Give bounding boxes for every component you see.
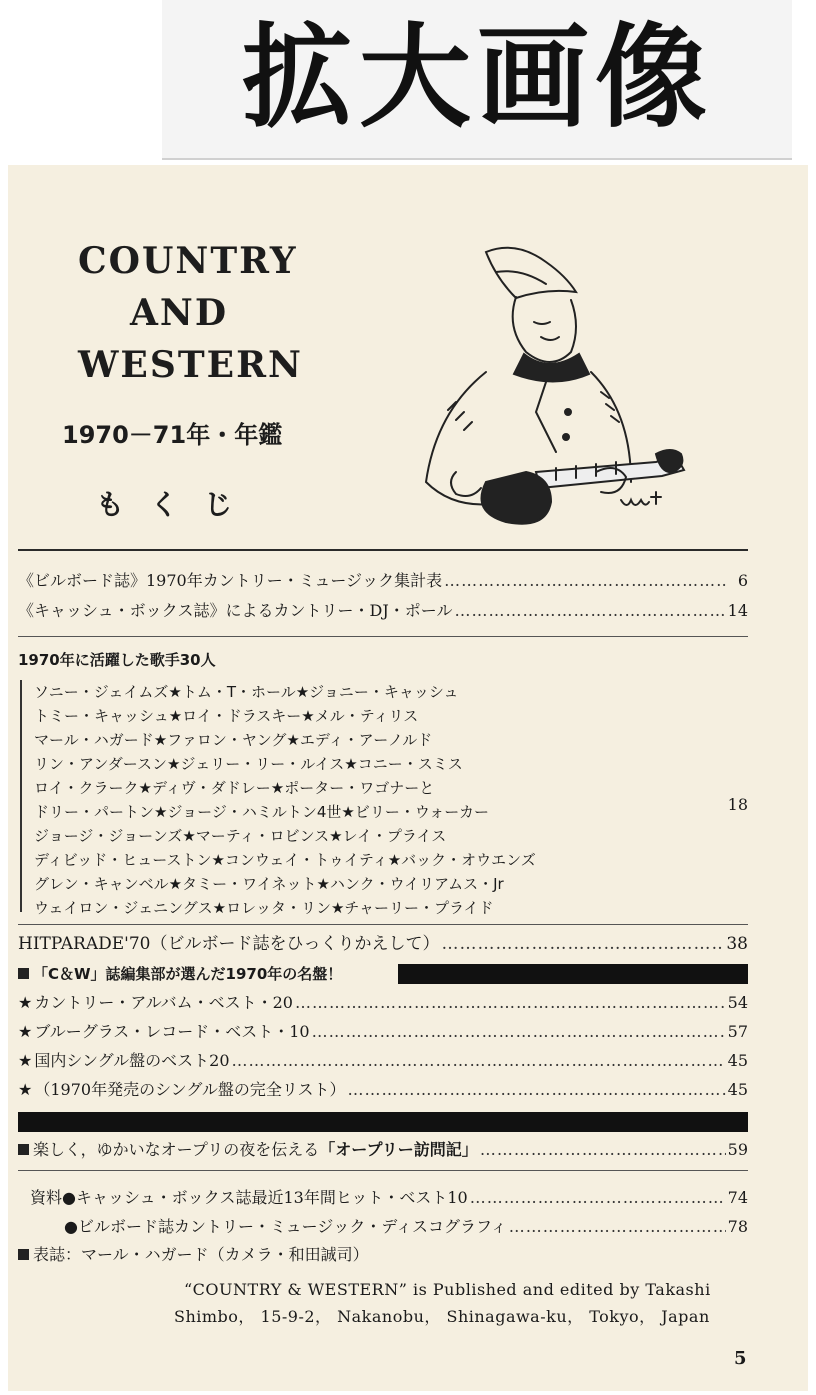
- toc-entry-domestic-singles[interactable]: [18, 1051, 748, 1071]
- banner: [162, 0, 792, 160]
- singer-line: マール・ハガード★ファロン・ヤング★エディ・アーノルド: [34, 731, 433, 749]
- yearbook-subtitle: 1970－71年・年鑑: [62, 421, 283, 449]
- page-number: 5: [734, 1348, 747, 1369]
- shiryo-label: 資料: [30, 1188, 63, 1207]
- toc-page: 74: [727, 1188, 748, 1207]
- leader-dots: [312, 1022, 726, 1042]
- toc-entry-billboard[interactable]: [18, 571, 748, 591]
- black-bar: [18, 1112, 748, 1132]
- toc-label: [18, 1022, 310, 1042]
- cw-heading-text: 「C＆W」誌編集部が選んだ1970年の名盤！: [33, 965, 343, 983]
- leader-dots: [480, 1140, 726, 1160]
- opry-title: 「オープリー訪問記」: [319, 1140, 478, 1159]
- toc-entry-hitparade[interactable]: [18, 934, 748, 954]
- singers-page-entry[interactable]: [560, 795, 748, 815]
- singer-line: トミー・キャッシュ★ロイ・ドラスキー★メル・ティリス: [34, 707, 419, 725]
- toc-label: [18, 993, 293, 1013]
- toc-page: 57: [727, 1022, 748, 1041]
- star-bullet-icon: ★: [18, 1080, 33, 1099]
- toc-entry-opry[interactable]: [18, 1140, 748, 1160]
- cover-credit-label: [18, 1245, 369, 1265]
- divider: [18, 1170, 748, 1171]
- toc-label-text: 国内シングル盤のベスト20: [34, 1051, 230, 1070]
- title-and: AND: [130, 292, 229, 334]
- divider: [18, 924, 748, 925]
- publisher-line-1: “COUNTRY & WESTERN” is Published and edited by Takashi: [184, 1280, 711, 1299]
- toc-label: [30, 1188, 468, 1208]
- contents-label: もくじ: [96, 488, 259, 521]
- toc-page: 59: [727, 1140, 748, 1159]
- toc-label-text: カントリー・アルバム・ベスト・20: [34, 993, 293, 1012]
- leader-dots: [509, 1217, 726, 1237]
- toc-page: 45: [727, 1080, 748, 1099]
- singer-line: ソニー・ジェイムズ★トム・T・ホール★ジョニー・キャッシュ: [34, 683, 459, 701]
- toc-label: [18, 1140, 478, 1160]
- square-bullet-icon: [18, 1144, 29, 1155]
- toc-entry-cashbox[interactable]: [18, 601, 748, 621]
- cowboy-guitar-illustration: [416, 242, 686, 527]
- leader-dots: [232, 1051, 726, 1071]
- square-bullet-icon: [18, 1249, 29, 1260]
- toc-label-text: 楽しく，ゆかいなオープリの夜を伝える: [33, 1140, 320, 1159]
- publisher-line-2: Shimbo， 15-9-2， Nakanobu， Shinagawa-ku， Tokyo， Japan: [174, 1307, 710, 1326]
- cover-credit: [18, 1245, 748, 1265]
- toc-page: 14: [727, 601, 748, 620]
- toc-label-text: ●キャッシュ・ボックス誌最近13年間ヒット・ベスト10: [62, 1188, 468, 1207]
- black-bar: [398, 964, 748, 984]
- singer-line: ドリー・パートン★ジョージ・ハミルトン4世★ビリー・ウォーカー: [34, 803, 489, 821]
- toc-label-text: （1970年発売のシングル盤の完全リスト）: [34, 1080, 346, 1099]
- leader-dots: [295, 993, 726, 1013]
- section-heading: [18, 964, 342, 984]
- leader-dots: [470, 1188, 726, 1208]
- toc-label: 《キャッシュ・ボックス誌》によるカントリー・DJ・ポール: [18, 601, 453, 620]
- singer-line: ディビッド・ヒューストン★コンウェイ・トゥイティ★バック・オウエンズ: [34, 851, 536, 869]
- divider-top: [18, 549, 748, 551]
- star-bullet-icon: ★: [18, 1051, 33, 1070]
- singer-line: リン・アンダースン★ジェリー・リー・ルイス★コニー・スミス: [34, 755, 463, 773]
- star-bullet-icon: ★: [18, 1022, 33, 1041]
- toc-entry-bluegrass-best[interactable]: [18, 1022, 748, 1042]
- singer-line: ロイ・クラーク★ディヴ・ダドレー★ポーター・ワゴナーと: [34, 779, 435, 797]
- star-bullet-icon: ★: [18, 993, 33, 1012]
- singer-line: グレン・キャンベル★タミー・ワイネット★ハンク・ウイリアムス・Jr: [34, 875, 504, 893]
- toc-label-text: ブルーグラス・レコード・ベスト・10: [34, 1022, 310, 1041]
- toc-label: ●ビルボード誌カントリー・ミュージック・ディスコグラフィ: [64, 1217, 507, 1236]
- singer-line: ジョージ・ジョーンズ★マーティ・ロビンス★レイ・プライス: [34, 827, 447, 845]
- toc-label: [18, 1051, 230, 1071]
- toc-entry-cashbox-hits[interactable]: [30, 1188, 748, 1208]
- singers-heading[interactable]: [18, 650, 748, 670]
- leader-dots: [348, 1080, 726, 1100]
- title-western: WESTERN: [78, 344, 303, 386]
- banner-title: 拡大画像: [241, 13, 713, 143]
- leader-dots: [441, 934, 724, 954]
- toc-label: [18, 1080, 346, 1100]
- toc-label: HITPARADE'70（ビルボード誌をひっくりかえして）: [18, 934, 440, 954]
- square-bullet-icon: [18, 968, 29, 979]
- toc-page: 78: [727, 1217, 748, 1236]
- cover-credit-text: 表誌：マール・ハガード（カメラ・和田誠司）: [33, 1245, 369, 1264]
- title-country: COUNTRY: [78, 240, 298, 282]
- leader-dots: [444, 571, 728, 591]
- toc-entry-singles-list[interactable]: [18, 1080, 748, 1100]
- toc-entry-album-best[interactable]: [18, 993, 748, 1013]
- section-heading: 1970年に活躍した歌手30人: [18, 651, 216, 669]
- toc-entry-discography[interactable]: [64, 1217, 748, 1237]
- divider: [18, 636, 748, 637]
- toc-page: 54: [727, 993, 748, 1012]
- leader-dots: [454, 601, 725, 621]
- toc-page: 38: [726, 934, 748, 954]
- toc-page: 45: [727, 1051, 748, 1070]
- toc-page: 6: [737, 571, 748, 590]
- singer-line: ウェイロン・ジェニングス★ロレッタ・リン★チャーリー・プライド: [34, 899, 494, 917]
- toc-page: 18: [727, 795, 748, 814]
- toc-label: 《ビルボード誌》1970年カントリー・ミュージック集計表: [18, 571, 443, 590]
